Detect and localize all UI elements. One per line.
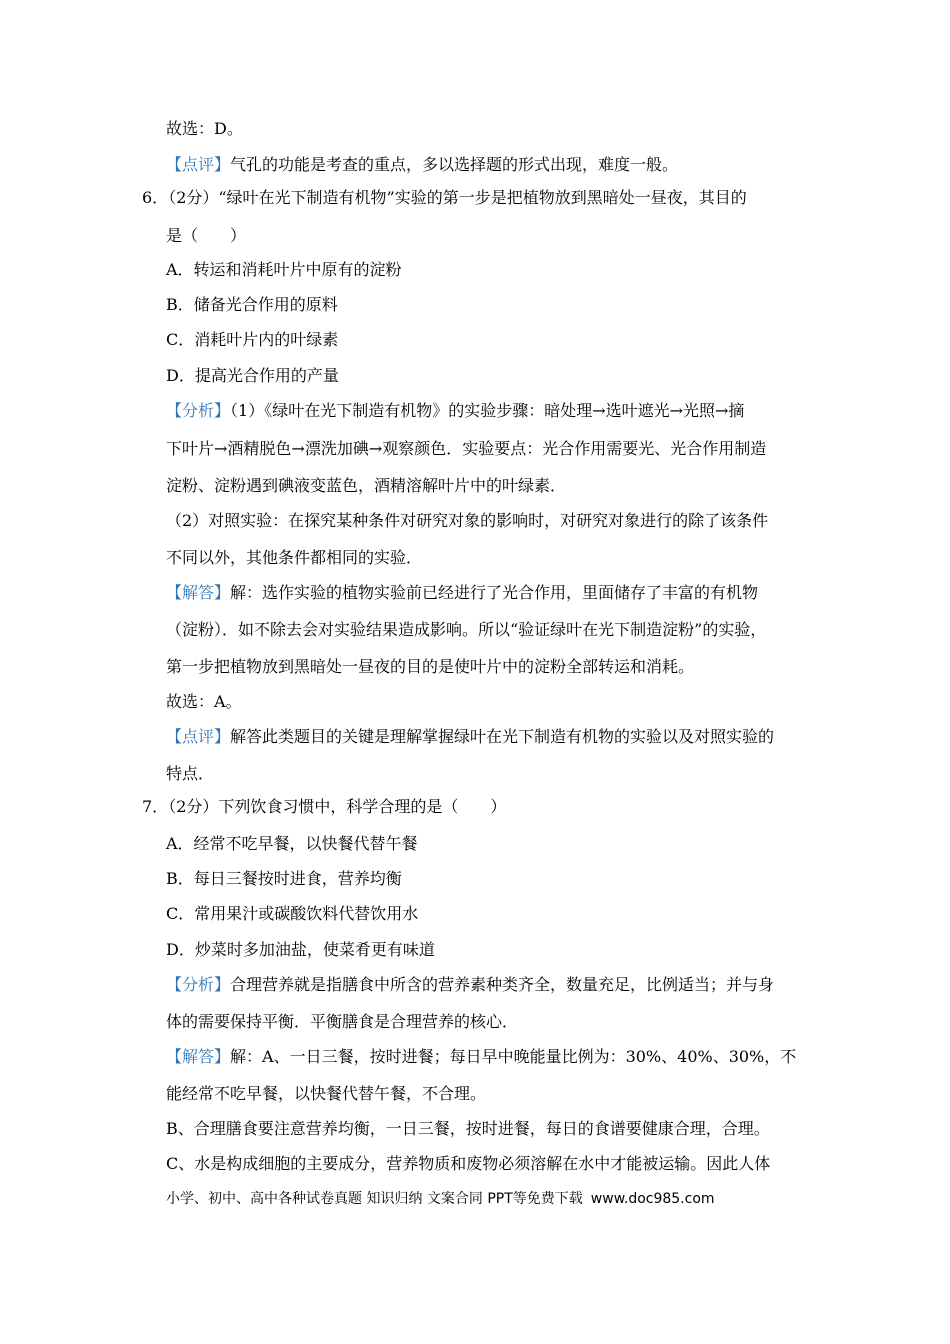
q6-option-d: D．提高光合作用的产量	[166, 366, 339, 385]
q7-answer-line-3: B、合理膳食要注意营养均衡，一日三餐，按时进餐，每日的食谱要健康合理，合理。	[166, 1119, 770, 1138]
footer-link[interactable]: www.doc985.com	[590, 1191, 715, 1207]
comment-tag: 【点评】	[166, 155, 231, 174]
comment-text: 气孔的功能是考查的重点，多以选择题的形式出现，难度一般。	[230, 155, 679, 174]
answer-tag: 【解答】	[166, 583, 231, 602]
q6-conclusion: 故选：A。	[166, 692, 242, 711]
q6-analysis-line-2: 下叶片→酒精脱色→漂洗加碘→观察颜色．实验要点：光合作用需要光、光合作用制造	[166, 439, 767, 458]
q6-comment-line-2: 特点．	[166, 764, 215, 783]
answer-text: 解：A、一日三餐，按时进餐；每日早中晚能量比例为：30%、40%、30%，不	[230, 1047, 797, 1066]
q6-analysis-line-1	[166, 401, 744, 421]
q6-answer-line-2: （淀粉）．如不除去会对实验结果造成影响。所以“验证绿叶在光下制造淀粉”的实验，	[166, 620, 767, 639]
q7-answer-line-4: C、水是构成细胞的主要成分，营养物质和废物必须溶解在水中才能被运输。因此人体	[166, 1154, 771, 1173]
q7-stem	[142, 797, 506, 817]
q7-analysis-line-2: 体的需要保持平衡．平衡膳食是合理营养的核心．	[166, 1012, 519, 1031]
q6-option-c: C．消耗叶片内的叶绿素	[166, 330, 339, 349]
q6-stem-line-1	[142, 188, 747, 208]
q5-comment	[166, 155, 678, 175]
q6-option-b: B．储备光合作用的原料	[166, 295, 338, 314]
q6-answer-line-1	[166, 583, 758, 603]
question-number: 6．	[142, 188, 169, 207]
analysis-text: （1）《绿叶在光下制造有机物》的实验步骤：暗处理→选叶遮光→光照→摘	[230, 401, 745, 420]
comment-text: 解答此类题目的关键是理解掌握绿叶在光下制造有机物的实验以及对照实验的	[230, 727, 775, 746]
analysis-text: 合理营养就是指膳食中所含的营养素种类齐全，数量充足，比例适当；并与身	[230, 975, 775, 994]
q6-option-a: A．转运和消耗叶片中原有的淀粉	[166, 260, 402, 279]
q7-option-c: C．常用果汁或碳酸饮料代替饮用水	[166, 904, 419, 923]
q7-option-a: A．经常不吃早餐，以快餐代替午餐	[166, 834, 418, 853]
question-stem: （2分）下列饮食习惯中，科学合理的是（ ）	[168, 797, 507, 816]
analysis-tag: 【分析】	[166, 975, 231, 994]
q5-conclusion: 故选：D。	[166, 119, 243, 138]
page-footer	[166, 1190, 715, 1208]
q6-comment-line-1	[166, 727, 774, 747]
q7-answer-line-1	[166, 1047, 796, 1067]
q7-option-d: D．炒菜时多加油盐，使菜肴更有味道	[166, 940, 435, 959]
comment-tag: 【点评】	[166, 727, 231, 746]
q7-answer-line-2: 能经常不吃早餐，以快餐代替午餐，不合理。	[166, 1084, 487, 1103]
answer-tag: 【解答】	[166, 1047, 231, 1066]
answer-text: 解：选作实验的植物实验前已经进行了光合作用，里面储存了丰富的有机物	[230, 583, 759, 602]
q6-stem-line-2: 是（ ）	[166, 226, 247, 245]
q7-option-b: B．每日三餐按时进食，营养均衡	[166, 869, 402, 888]
footer-text: 小学、初中、高中各种试卷真题 知识归纳 文案合同 PPT等免费下载	[166, 1191, 583, 1207]
analysis-tag: 【分析】	[166, 401, 231, 420]
q6-analysis-line-3: 淀粉、淀粉遇到碘液变蓝色，酒精溶解叶片中的叶绿素．	[166, 476, 567, 495]
q6-answer-line-3: 第一步把植物放到黑暗处一昼夜的目的是使叶片中的淀粉全部转运和消耗。	[166, 657, 695, 676]
question-number: 7．	[142, 797, 169, 816]
question-stem: （2分）“绿叶在光下制造有机物”实验的第一步是把植物放到黑暗处一昼夜，其目的	[168, 188, 747, 207]
q7-analysis-line-1	[166, 975, 774, 995]
q6-analysis-line-5: 不同以外，其他条件都相同的实验．	[166, 548, 423, 567]
q6-analysis-line-4: （2）对照实验：在探究某种条件对研究对象的影响时，对研究对象进行的除了该条件	[166, 511, 769, 530]
